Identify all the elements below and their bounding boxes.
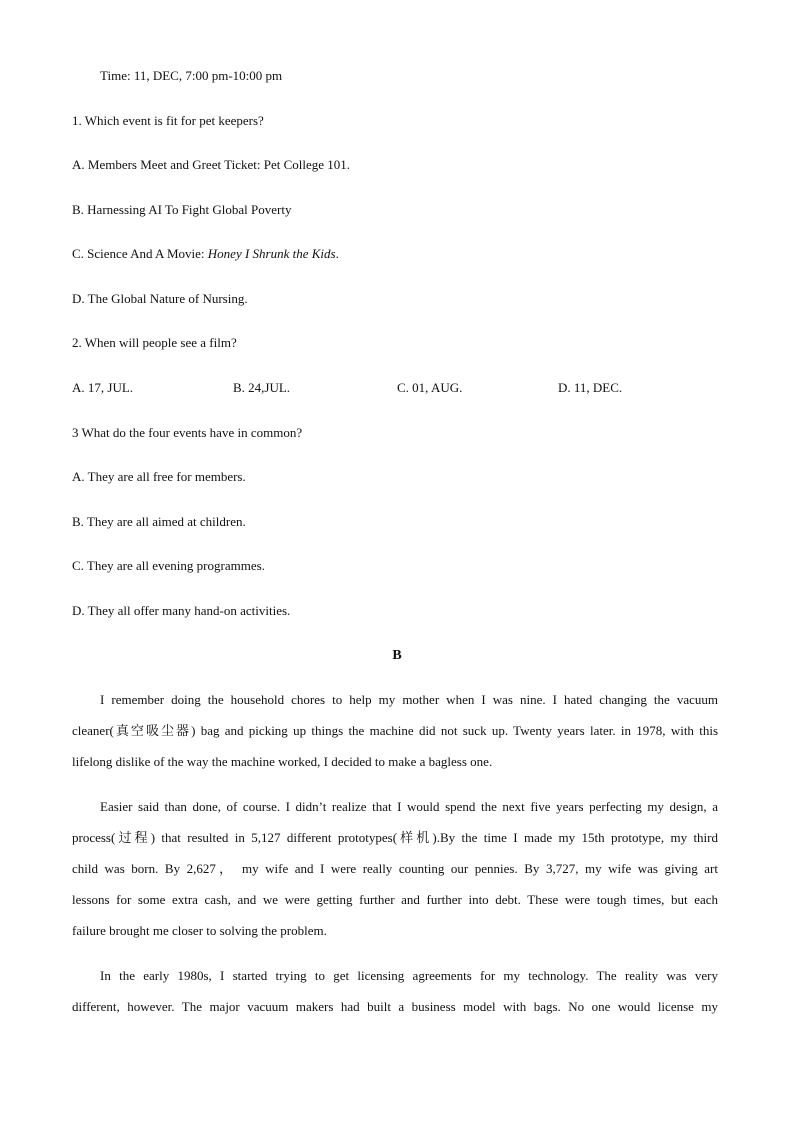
event-time: Time: 11, DEC, 7:00 pm-10:00 pm — [100, 68, 283, 83]
paragraph-line: different, however. The major vacuum makers had built a business model with bags. No one would license my — [72, 999, 718, 1014]
question-3-option-b: B. They are all aimed at children. — [72, 514, 246, 529]
question-1-option-c — [72, 246, 339, 262]
paragraph-line: lifelong dislike of the way the machine worked, I decided to make a bagless one. — [72, 754, 493, 769]
question-2-option-b: B. 24,JUL. — [233, 380, 291, 395]
paragraph-line: Easier said than done, of course. I didn’t realize that I would spend the next five years perfecting my design, a — [100, 799, 718, 814]
paragraph-line: child was born. By 2,627， my wife and I were really counting our pennies. By 3,727, my wife was giving art — [72, 861, 718, 876]
paragraph-line: process(过程) that resulted in 5,127 different prototypes(样机).By the time I made my 15th prototype, my third — [72, 830, 718, 845]
question-1-option-c-end: . — [335, 246, 339, 261]
paragraph-line: failure brought me closer to solving the problem. — [72, 923, 327, 938]
question-1-option-d: D. The Global Nature of Nursing. — [72, 291, 248, 306]
question-3-option-c: C. They are all evening programmes. — [72, 558, 265, 573]
question-3-stem: 3 What do the four events have in common? — [72, 425, 303, 440]
question-1-option-a: A. Members Meet and Greet Ticket: Pet College 101. — [72, 157, 351, 172]
question-2-option-a: A. 17, JUL. — [72, 380, 134, 395]
question-1-option-c-text: C. Science And A Movie: — [72, 246, 208, 261]
question-3-option-d: D. They all offer many hand-on activities. — [72, 603, 291, 618]
question-2-stem: 2. When will people see a film? — [72, 335, 237, 350]
section-b-heading: B — [392, 648, 402, 663]
paragraph-line: lessons for some extra cash, and we were getting further and further into debt. These were tough times, but each — [72, 892, 718, 907]
movie-title: Honey I Shrunk the Kids — [207, 246, 336, 261]
paragraph-line: In the early 1980s, I started trying to get licensing agreements for my technology. The reality was very — [100, 968, 718, 983]
question-2-option-c: C. 01, AUG. — [397, 380, 463, 395]
question-1-stem: 1. Which event is fit for pet keepers? — [72, 113, 264, 128]
question-1-option-b: B. Harnessing AI To Fight Global Poverty — [72, 202, 292, 217]
paragraph-line: cleaner(真空吸尘器) bag and picking up things the machine did not suck up. Twenty years later. in 1978, with this — [72, 723, 718, 738]
paragraph-line: I remember doing the household chores to help my mother when I was nine. I hated changing the vacuum — [100, 692, 718, 707]
question-2-option-d: D. 11, DEC. — [558, 380, 623, 395]
question-3-option-a: A. They are all free for members. — [72, 469, 246, 484]
